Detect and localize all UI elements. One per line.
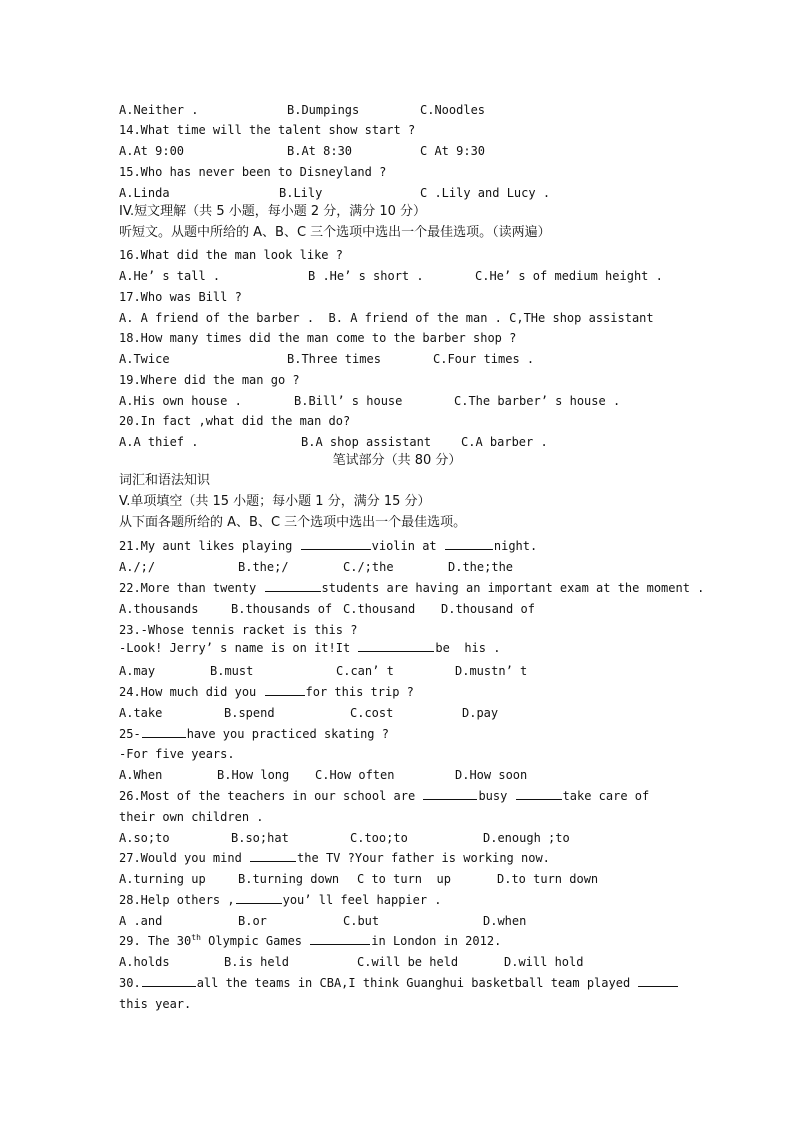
- option-b: B.turning down: [238, 872, 340, 886]
- answer-blank: [638, 973, 678, 987]
- q21-options: [119, 557, 514, 577]
- option-a: A.When: [119, 768, 163, 782]
- option-c: C to turn up: [357, 872, 451, 886]
- q26-text-2: busy: [478, 789, 515, 803]
- option-b: B.Bill’ s house: [294, 394, 403, 408]
- q25-reply: -For five years.: [119, 747, 235, 761]
- option-a: A.may: [119, 664, 156, 678]
- q16-question: 16.What did the man look like ?: [119, 248, 343, 262]
- q23-options: [119, 661, 528, 681]
- q29-text-3: in London in 2012.: [371, 934, 502, 948]
- option-a: A.Linda: [119, 186, 170, 200]
- option-c: C .Lily and Lucy .: [420, 186, 551, 200]
- option-c: C./;the: [343, 560, 394, 574]
- option-b: B.so;hat: [231, 831, 289, 845]
- written-part-title: 笔试部分（共 80 分）: [332, 453, 462, 468]
- answer-blank: [358, 638, 434, 652]
- option-b: B.is held: [224, 955, 290, 969]
- option-b: B.thousands of: [231, 602, 333, 616]
- option-c: C.cost: [350, 706, 394, 720]
- option-b: B.Lily: [279, 186, 323, 200]
- option-a: A.A thief .: [119, 435, 199, 449]
- section-4-title: IV.短文理解（共 5 小题，每小题 2 分，满分 10 分）: [119, 204, 427, 219]
- option-a: A.thousands: [119, 602, 199, 616]
- option-a: A.holds: [119, 955, 170, 969]
- section-4-instruction: 听短文。从题中所给的 A、B、C 三个选项中选出一个最佳选项。（读两遍）: [119, 225, 551, 240]
- q30-text-1: 30.: [119, 976, 141, 990]
- option-d: D.to turn down: [497, 872, 599, 886]
- option-c: C At 9:30: [420, 144, 486, 158]
- q22-text-1: 22.More than twenty: [119, 581, 264, 595]
- section-5-title: V.单项填空（共 15 小题；每小题 1 分，满分 15 分）: [119, 494, 431, 509]
- q25-question: [119, 724, 389, 744]
- option-a: A.At 9:00: [119, 144, 185, 158]
- q21-text-3: night.: [493, 539, 538, 553]
- option-c: C.How often: [315, 768, 395, 782]
- ordinal-superscript: th: [191, 933, 201, 942]
- option-b: B.A shop assistant: [301, 435, 432, 449]
- option-b: B.spend: [224, 706, 275, 720]
- option-c: C.A barber .: [461, 435, 548, 449]
- answer-blank: [142, 973, 196, 987]
- q26-question: [119, 786, 649, 806]
- section-5-instruction: 从下面各题所给的 A、B、C 三个选项中选出一个最佳选项。: [119, 515, 467, 530]
- option-a: A.Neither .: [119, 103, 199, 117]
- q29-text-1: 29. The 30: [119, 934, 192, 948]
- option-c: C.can’ t: [336, 664, 394, 678]
- option-b: B.At 8:30: [287, 144, 353, 158]
- answer-blank: [301, 536, 371, 550]
- option-c: C.He’ s of medium height .: [475, 269, 663, 283]
- option-d: D.How soon: [455, 768, 528, 782]
- q28-text-1: 28.Help others ,: [119, 893, 235, 907]
- q28-options: [119, 911, 527, 931]
- q28-question: [119, 890, 442, 910]
- q26-text-1: 26.Most of the teachers in our school are: [119, 789, 423, 803]
- option-c: C.Noodles: [420, 103, 486, 117]
- q30-text-2: all the teams in CBA,I think Guanghui basketball team played: [196, 976, 638, 990]
- q28-text-2: you’ ll feel happier .: [282, 893, 442, 907]
- q30-question: [119, 973, 679, 993]
- q20-question: 20.In fact ,what did the man do?: [119, 414, 351, 428]
- q27-options: [119, 869, 599, 889]
- option-b: B.Three times: [287, 352, 381, 366]
- q17-question: 17.Who was Bill ?: [119, 290, 242, 304]
- option-d: D.thousand of: [441, 602, 535, 616]
- option-d: D.the;the: [448, 560, 514, 574]
- q29-options: [119, 952, 584, 972]
- option-c: C.too;to: [350, 831, 408, 845]
- q19-options: [119, 391, 621, 411]
- q26-question-line2: their own children .: [119, 810, 264, 824]
- q14-options: [119, 141, 486, 161]
- q25-text-2: have you practiced skating ?: [186, 727, 389, 741]
- q21-text-1: 21.My aunt likes playing: [119, 539, 300, 553]
- q30-question-line2: this year.: [119, 997, 192, 1011]
- option-a: A.so;to: [119, 831, 170, 845]
- answer-blank: [236, 890, 282, 904]
- option-c: C.thousand: [343, 602, 416, 616]
- q23-text-1: -Look! Jerry’ s name is on it!It: [119, 641, 358, 655]
- q15-question: 15.Who has never been to Disneyland ?: [119, 165, 387, 179]
- q27-text-1: 27.Would you mind: [119, 851, 250, 865]
- answer-blank: [265, 682, 305, 696]
- option-d: D.pay: [462, 706, 499, 720]
- answer-blank: [250, 848, 296, 862]
- option-c: C.but: [343, 914, 380, 928]
- option-a: A.His own house .: [119, 394, 242, 408]
- q22-question: [119, 578, 704, 598]
- vocab-grammar-title: 词汇和语法知识: [119, 473, 211, 488]
- q26-text-3: take care of: [562, 789, 650, 803]
- q20-options: [119, 432, 548, 452]
- option-d: D.when: [483, 914, 527, 928]
- q24-text-2: for this trip ?: [305, 685, 414, 699]
- q25-options: [119, 765, 528, 785]
- q16-options: [119, 266, 663, 286]
- answer-blank: [423, 786, 477, 800]
- option-c: C.will be held: [357, 955, 459, 969]
- option-a: A.Twice: [119, 352, 170, 366]
- option-b: B.or: [238, 914, 267, 928]
- q23-question: 23.-Whose tennis racket is this ?: [119, 623, 358, 637]
- q24-text-1: 24.How much did you: [119, 685, 264, 699]
- option-d: D.enough ;to: [483, 831, 570, 845]
- option-a: A.turning up: [119, 872, 206, 886]
- q24-question: [119, 682, 414, 702]
- answer-blank: [142, 724, 186, 738]
- option-b: B.How long: [217, 768, 290, 782]
- option-c: C.The barber’ s house .: [454, 394, 621, 408]
- option-d: D.mustn’ t: [455, 664, 528, 678]
- answer-blank: [516, 786, 562, 800]
- q23-reply: [119, 638, 500, 658]
- q29-text-2: Olympic Games: [200, 934, 310, 948]
- q21-question: [119, 536, 537, 556]
- q15-options: [119, 183, 551, 203]
- q14-question: 14.What time will the talent show start ?: [119, 123, 416, 137]
- q17-options: A. A friend of the barber . B. A friend of the man . C,THe shop assistant: [119, 311, 654, 325]
- option-a: A .and: [119, 914, 163, 928]
- q22-options: [119, 599, 535, 619]
- answer-blank: [310, 931, 370, 945]
- q18-question: 18.How many times did the man come to the barber shop ?: [119, 331, 517, 345]
- q29-question: [119, 931, 501, 951]
- answer-blank: [445, 536, 493, 550]
- option-d: D.will hold: [504, 955, 584, 969]
- option-b: B .He’ s short .: [308, 269, 424, 283]
- q23-text-2: be his .: [435, 641, 501, 655]
- option-a: A.take: [119, 706, 163, 720]
- option-a: A.He’ s tall .: [119, 269, 221, 283]
- q27-text-2: the TV ?Your father is working now.: [297, 851, 550, 865]
- q22-text-2: students are having an important exam at the moment .: [321, 581, 705, 595]
- q19-question: 19.Where did the man go ?: [119, 373, 300, 387]
- answer-blank: [265, 578, 321, 592]
- q18-options: [119, 349, 535, 369]
- q26-options: [119, 828, 570, 848]
- q25-text-1: 25-: [119, 727, 141, 741]
- q21-text-2: violin at: [371, 539, 444, 553]
- option-b: B.Dumpings: [287, 103, 360, 117]
- q27-question: [119, 848, 550, 868]
- q24-options: [119, 703, 499, 723]
- option-b: B.must: [210, 664, 254, 678]
- option-a: A./;/: [119, 560, 156, 574]
- q13-options: [119, 100, 486, 120]
- option-c: C.Four times .: [433, 352, 535, 366]
- option-b: B.the;/: [238, 560, 289, 574]
